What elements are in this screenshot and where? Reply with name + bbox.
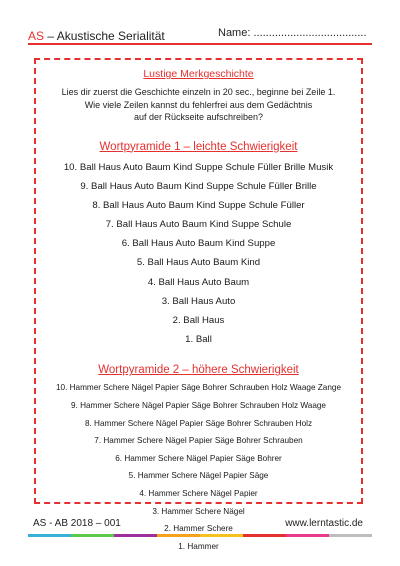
pyramid1-line: 5. Ball Haus Auto Baum Kind (136, 257, 261, 269)
pyramid1-list (36, 158, 361, 350)
color-strip (28, 534, 372, 537)
color-strip-segment (28, 534, 71, 537)
pyramid2-line: 8. Hammer Schere Nägel Papier Säge Bohrer Schrauben Holz (84, 418, 313, 428)
pyramid2-line: 6. Hammer Schere Nägel Papier Säge Bohrer (115, 453, 282, 463)
pyramid2-line: 9. Hammer Schere Nägel Papier Säge Bohrer Schrauben Holz Waage (70, 400, 326, 410)
pyramid2-line: 10. Hammer Schere Nägel Papier Säge Bohrer Schrauben Holz Waage Zange (55, 383, 342, 393)
pyramid1-line: 6. Ball Haus Auto Baum Kind Suppe (121, 238, 276, 250)
pyramid2-line: 7. Hammer Schere Nägel Papier Säge Bohrer Schrauben (94, 436, 303, 446)
color-strip-segment (114, 534, 157, 537)
pyramid1-line: 9. Ball Haus Auto Baum Kind Suppe Schule Füller Brille (80, 180, 317, 192)
exercise-content (36, 60, 361, 555)
page-title: – Akustische Serialität (44, 29, 165, 43)
pyramid2-line: 4. Hammer Schere Nägel Papier (139, 488, 258, 498)
pyramid1-line: 2. Ball Haus (172, 315, 225, 326)
pyramid1-line: 1. Ball (185, 334, 212, 346)
header-rule (28, 43, 372, 45)
instruction-line: auf der Rückseite aufschreiben? (133, 112, 264, 122)
color-strip-segment (200, 534, 243, 537)
name-field[interactable]: Name: ..................................... (218, 27, 367, 39)
instruction-line: Lies dir zuerst die Geschichte einzeln in 20 sec., beginne bei Zeile 1. (61, 87, 336, 97)
pyramid2-line: 3. Hammer Schere Nägel (152, 506, 245, 516)
pyramid1-line: 4. Ball Haus Auto Baum (147, 276, 250, 288)
pyramid2-line: 5. Hammer Schere Nägel Papier Säge (128, 471, 269, 481)
pyramid1-line: 10. Ball Haus Auto Baum Kind Suppe Schule Füller Brille Musik (63, 161, 334, 173)
pyramid1-heading: Wortpyramide 1 – leichte Schwierigkeit (99, 140, 298, 153)
color-strip-segment (243, 534, 286, 537)
instruction-line: Wie viele Zeilen kannst du fehlerfrei aus dem Gedächtnis (84, 99, 313, 110)
series-prefix: AS (28, 29, 45, 43)
document-code: AS - AB 2018 – 001 (33, 518, 121, 529)
story-heading: Lustige Merkgeschichte (143, 68, 254, 80)
page-header (28, 27, 372, 43)
color-strip-segment (286, 534, 329, 537)
pyramid1-line: 8. Ball Haus Auto Baum Kind Suppe Schule Füller (92, 199, 305, 211)
pyramid2-line: 1. Hammer (178, 541, 219, 551)
color-strip-segment (157, 534, 200, 537)
color-strip-segment (71, 534, 114, 537)
instructions (36, 86, 361, 124)
pyramid2-line: 2. Hammer Schere (164, 524, 233, 534)
pyramid1-line: 3. Ball Haus Auto (161, 295, 236, 307)
color-strip-segment (329, 534, 372, 537)
pyramid2-heading: Wortpyramide 2 – höhere Schwierigkeit (98, 364, 299, 377)
website-link[interactable]: www.lerntastic.de (285, 518, 363, 529)
pyramid1-line: 7. Ball Haus Auto Baum Kind Suppe Schule (105, 219, 292, 231)
